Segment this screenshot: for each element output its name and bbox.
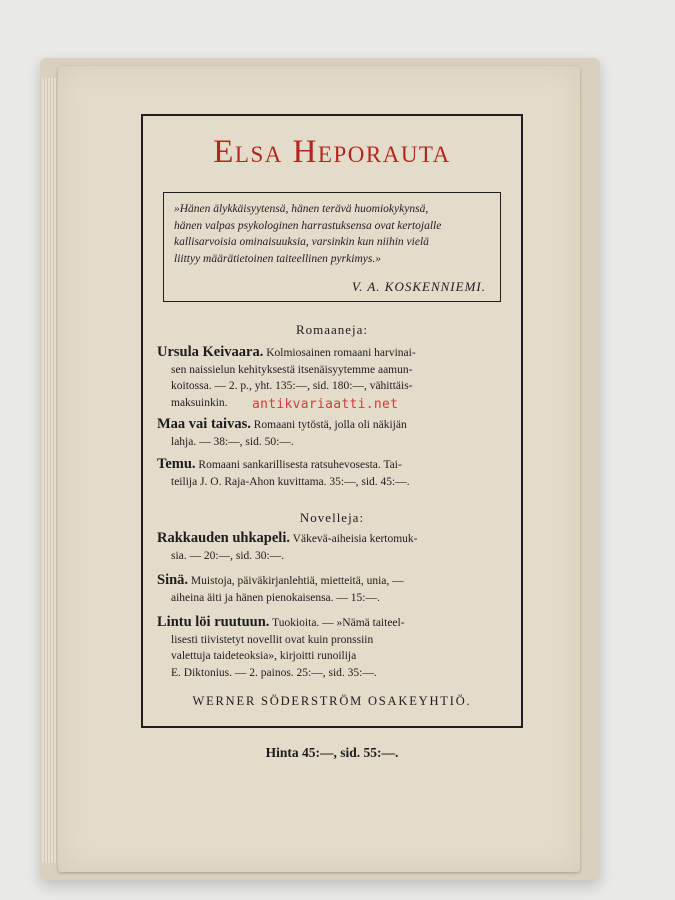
book-title: Lintu löi ruutuun. (157, 614, 270, 630)
advert-panel (141, 114, 523, 728)
book-description: teilija J. O. Raja-Ahon kuvittama. 35:—, sid. 45:—. (171, 475, 410, 488)
book-description: maksuinkin. (171, 396, 228, 409)
price-line: Hinta 45:—, sid. 55:—. (265, 745, 399, 760)
quote-line: »Hänen älykkäisyytensä, hänen terävä huomiokykynsä, (174, 203, 429, 215)
book-entry (157, 456, 507, 490)
section-heading-novels: Romaaneja: (295, 322, 369, 337)
book-description: Muistoja, päiväkirjanlehtiä, mietteitä, unia, — (190, 575, 404, 587)
book-description: Kolmiosainen romaani harvinai- (266, 347, 416, 359)
book-title: Sinä. (157, 572, 189, 588)
book-entry (157, 614, 507, 681)
book-entry (157, 530, 507, 564)
book-description: valettuja taideteoksia», kirjoitti runoilija (171, 650, 357, 662)
book-title: Ursula Keivaara. (157, 344, 264, 360)
author-title: Elsa Heporauta (213, 134, 451, 170)
publisher-name: WERNER SÖDERSTRÖM OSAKEYHTIÖ. (192, 694, 472, 708)
book-description: lisesti tiivistetyt novellit ovat kuin pronssiin (171, 633, 374, 646)
book-description: sen naissielun kehityksestä itsenäisyytemme aamun- (171, 363, 413, 376)
book-title: Temu. (157, 456, 196, 472)
quote-line: hänen valpas psykologinen harrastuksensa ovat kertojalle (174, 219, 442, 232)
quote-line: liittyy määrätietoinen taiteellinen pyrkimys.» (174, 252, 381, 265)
book-entry (157, 416, 507, 450)
book-description: aiheina äiti ja hänen pienokaisensa. — 15:—. (171, 591, 380, 604)
quote-box (163, 192, 501, 302)
book-description: lahja. — 38:—, sid. 50:—. (171, 435, 294, 448)
book-description: sia. — 20:—, sid. 30:—. (171, 549, 285, 562)
book-description: E. Diktonius. — 2. painos. 25:—, sid. 35:—. (171, 666, 377, 679)
book-title: Maa vai taivas. (157, 416, 251, 432)
book-title: Rakkauden uhkapeli. (157, 530, 290, 546)
section-heading-stories: Novelleja: (299, 510, 365, 525)
quote-author: V. A. KOSKENNIEMI. (351, 278, 486, 294)
book-description: Väkevä-aiheisia kertomuk- (292, 533, 418, 545)
quote-line: kallisarvoisia ominaisuuksia, varsinkin kun niihin vielä (174, 236, 429, 248)
book-entry (157, 572, 507, 606)
book-description: Romaani sankarillisesta ratsuhevosesta. Tai- (198, 459, 402, 471)
book-description: Romaani tytöstä, jolla oli näkijän (253, 419, 407, 431)
book-description: koitossa. — 2. p., yht. 135:—, sid. 180:—, vähittäis- (171, 380, 413, 392)
watermark: antikvariaatti.net (252, 397, 399, 412)
book-description: Tuokioita. — »Nämä taiteel- (272, 617, 405, 629)
